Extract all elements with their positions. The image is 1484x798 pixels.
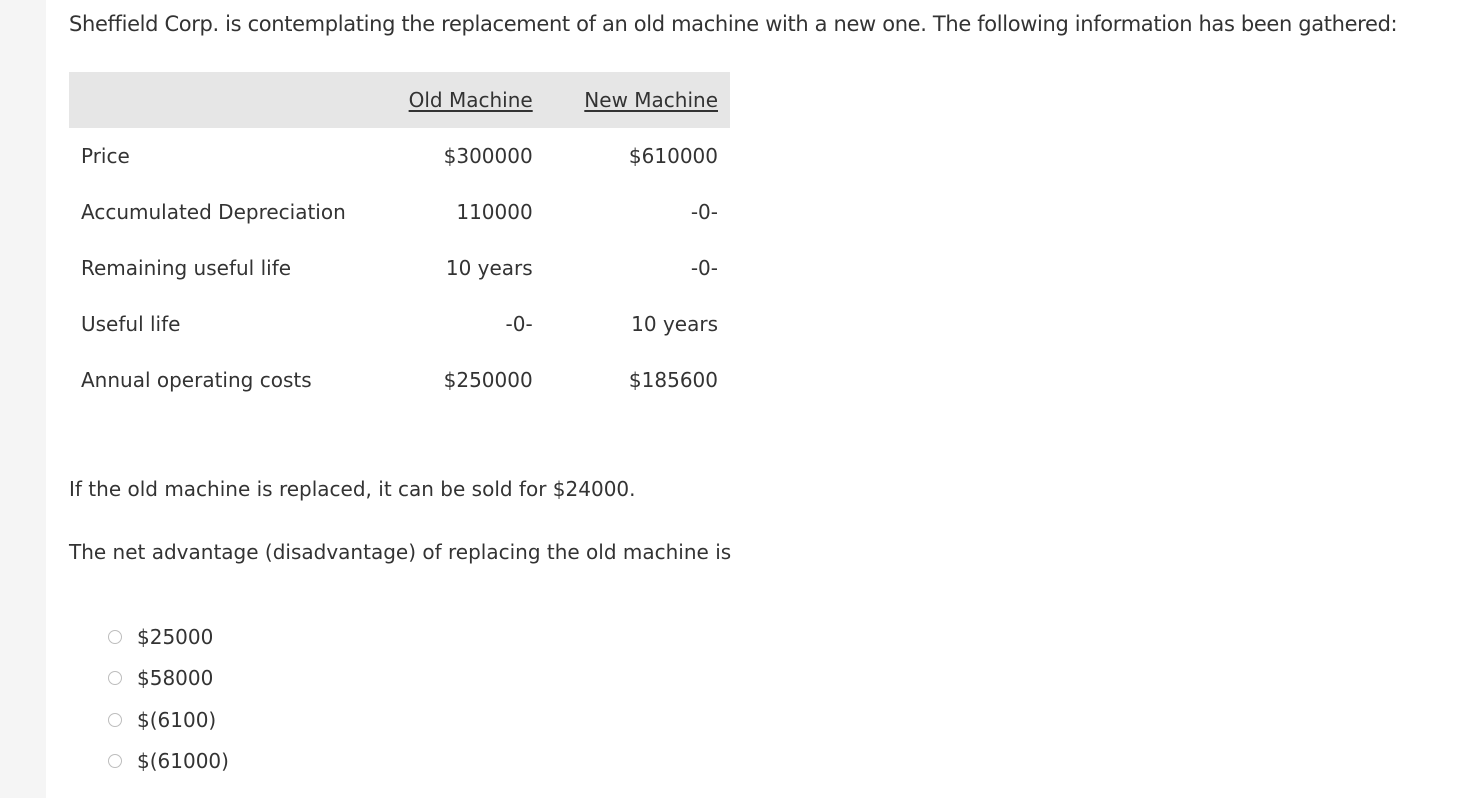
table-header-row — [69, 72, 730, 128]
answer-option-4[interactable] — [108, 741, 229, 783]
header-new-machine: New Machine — [584, 88, 718, 112]
table-row — [69, 240, 730, 296]
row-label: Price — [81, 144, 130, 168]
new-machine-value: 10 years — [631, 312, 718, 336]
old-machine-value: 110000 — [456, 200, 533, 224]
radio-button[interactable] — [108, 671, 122, 685]
machine-comparison-table — [69, 72, 730, 408]
old-machine-value: 10 years — [445, 256, 533, 280]
header-old-machine: Old Machine — [408, 88, 533, 112]
answer-option-3[interactable] — [108, 699, 229, 741]
table-row — [69, 296, 730, 352]
table-row — [69, 184, 730, 240]
sale-value-text: If the old machine is replaced, it can be sold for $24000. — [69, 477, 636, 501]
row-label: Accumulated Depreciation — [81, 200, 346, 224]
radio-button[interactable] — [108, 630, 122, 644]
table-row — [69, 352, 730, 408]
left-margin-strip — [0, 0, 46, 798]
old-machine-value: $250000 — [443, 368, 533, 392]
answer-options — [108, 616, 229, 782]
old-machine-value: -0- — [505, 312, 533, 336]
answer-option-label: $25000 — [137, 624, 214, 649]
answer-option-label: $(6100) — [137, 707, 217, 732]
new-machine-value: -0- — [690, 200, 718, 224]
answer-option-label: $(61000) — [137, 749, 229, 774]
row-label: Remaining useful life — [81, 256, 292, 280]
row-label: Useful life — [81, 312, 181, 336]
header-label — [69, 72, 377, 128]
new-machine-value: $185600 — [628, 368, 718, 392]
radio-button[interactable] — [108, 754, 122, 768]
new-machine-value: $610000 — [628, 144, 718, 168]
question-prompt: The net advantage (disadvantage) of replacing the old machine is — [69, 540, 732, 564]
old-machine-value: $300000 — [443, 144, 533, 168]
answer-option-label: $58000 — [137, 666, 214, 691]
answer-option-1[interactable] — [108, 616, 229, 658]
row-label: Annual operating costs — [81, 368, 312, 392]
new-machine-value: -0- — [690, 256, 718, 280]
answer-option-2[interactable] — [108, 658, 229, 700]
table-row — [69, 128, 730, 184]
radio-button[interactable] — [108, 713, 122, 727]
intro-text: Sheffield Corp. is contemplating the replacement of an old machine with a new one. The following information has been gathered: — [69, 12, 1398, 36]
